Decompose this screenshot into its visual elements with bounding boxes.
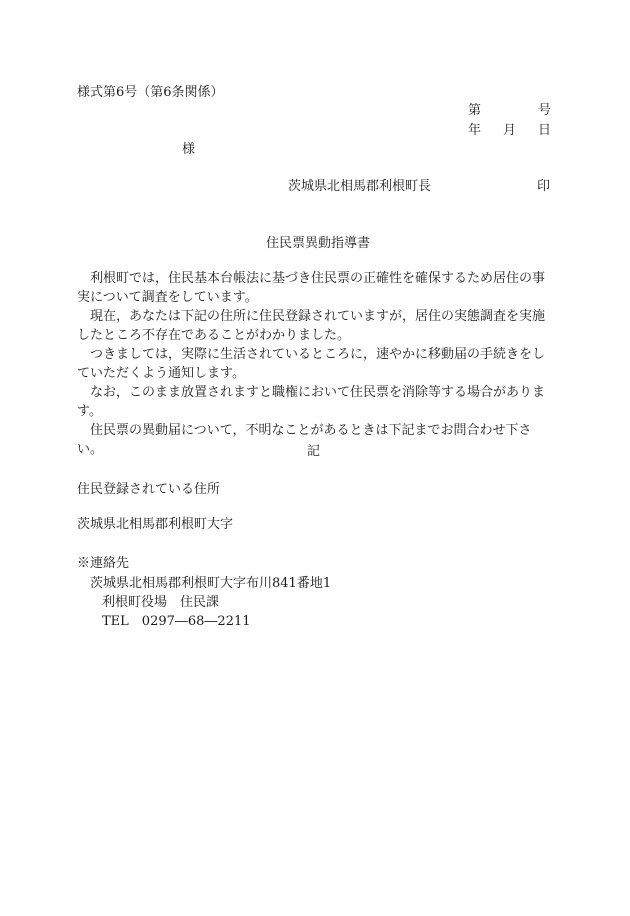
contact-tel: TEL 0297―68―2211 — [102, 614, 251, 629]
contact-office: 利根町役場 住民課 — [102, 595, 220, 610]
date-day: 日 — [538, 123, 552, 138]
form-label: 様式第6号（第6条関係） — [77, 85, 224, 100]
body-paragraphs — [77, 269, 553, 459]
paragraph: 現在，あなたは下記の住所に住民登録されていますが，居住の実態調査を実施したところ不存在であることがわかりました。 — [77, 309, 546, 343]
paragraph: つきましては，実際に生活されているところに，速やかに移動届の手続きをしていただくよう通知します。 — [77, 347, 546, 381]
addressee-suffix: 様 — [182, 142, 196, 157]
paragraph: 住民票の異動届について，不明なことがあるときは下記までお問合わせ下さい。 — [77, 423, 532, 457]
paragraph: 利根町では，住民基本台帳法に基づき住民票の正確性を確保するため居住の事実について調査をしています。 — [77, 271, 546, 305]
contact-address: 茨城県北相馬郡利根町大字布川841番地1 — [90, 576, 332, 591]
issuer-name: 茨城県北相馬郡利根町長 — [288, 179, 432, 194]
paragraph: なお，このまま放置されますと職権において住民票を消除等する場合があります。 — [77, 385, 546, 419]
document-title: 住民票異動指導書 — [266, 236, 371, 251]
date-month: 月 — [503, 123, 517, 138]
registered-address-label: 住民登録されている住所 — [77, 482, 221, 497]
document-number-suffix: 号 — [538, 103, 552, 118]
contact-label: ※連絡先 — [77, 556, 130, 571]
document-number-label: 第 — [468, 103, 482, 118]
date-year: 年 — [468, 123, 482, 138]
registered-address-value: 茨城県北相馬郡利根町大字 — [77, 517, 234, 532]
issuer-seal: 印 — [537, 179, 551, 194]
ki-marker: 記 — [307, 444, 321, 459]
